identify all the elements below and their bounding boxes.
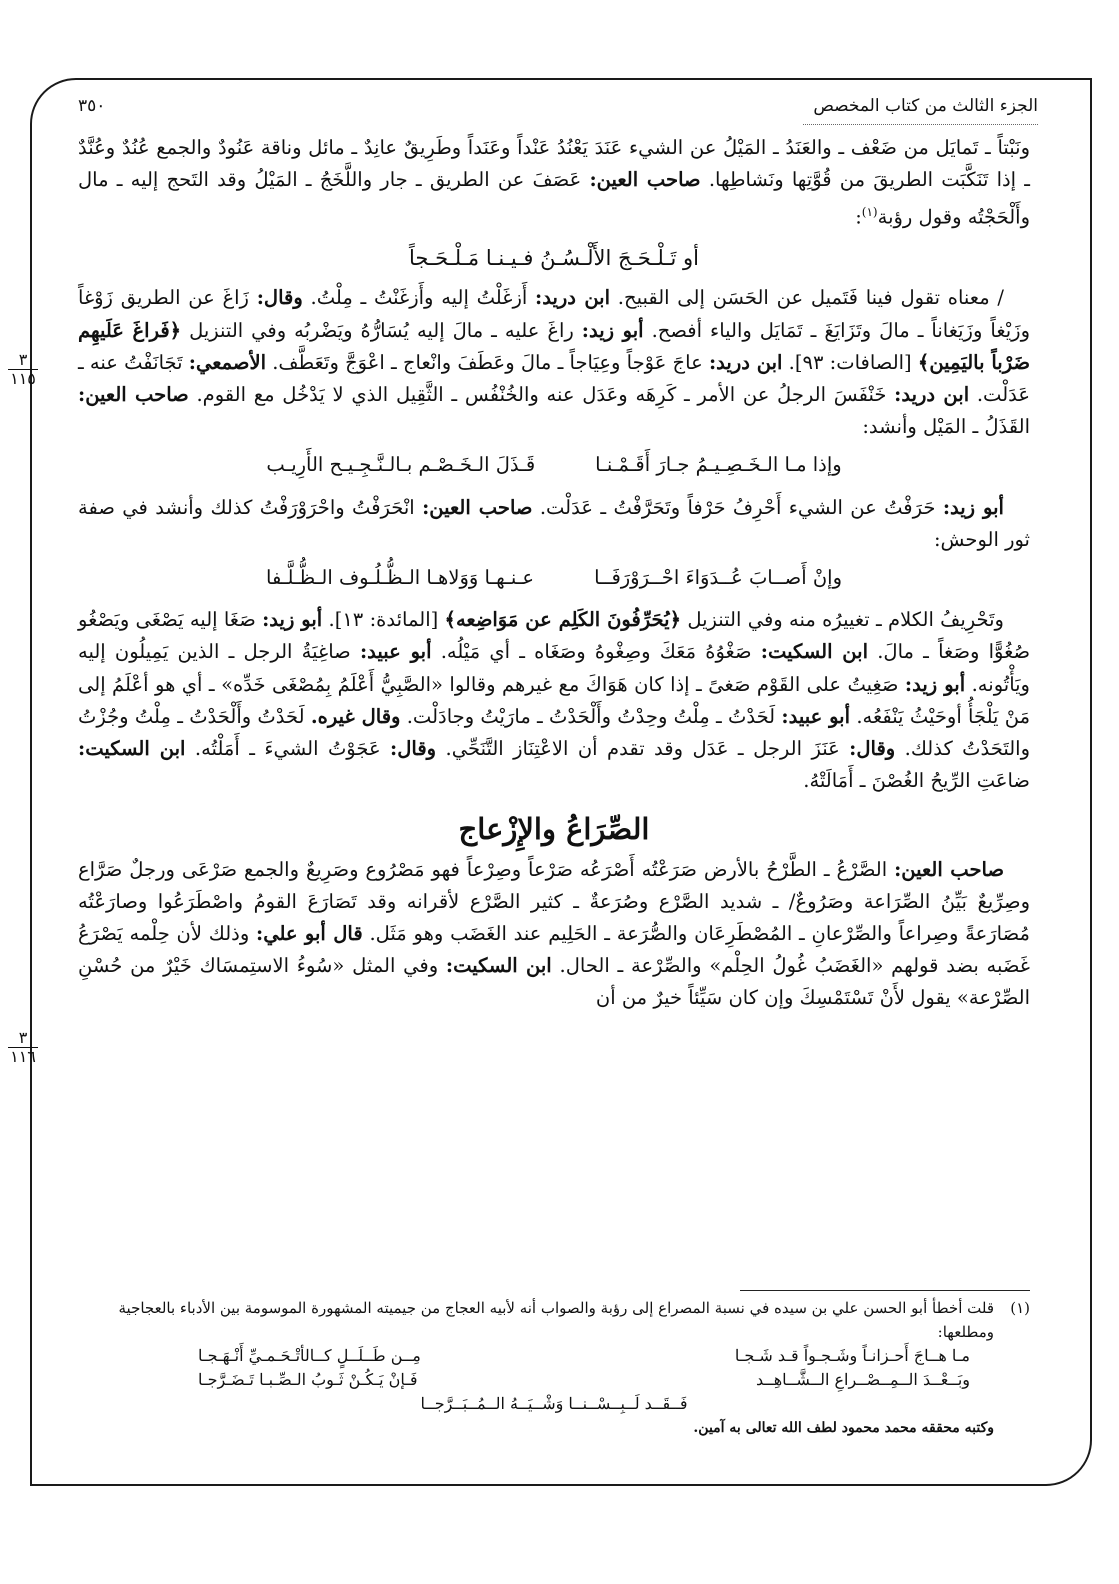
footnotes xyxy=(78,1296,1030,1440)
footnote-verse: وبَــعْــدَ الــمِــصْــراعِ الــشَّــاهِــد فَـإنْ يَـكُـنْ ثَـوبُ الـصِّـبـا تَـضَـرَّجـا xyxy=(198,1370,970,1389)
paragraph: وتَحْرِيفُ الكلام ـ تغييرُه منه وفي التنزيل ﴿يُحَرِّفُونَ الكَلِم عن مَوَاضِعه﴾ [المائدة: ١٣]. أبو زيد: صَغَا إليه يَصْغَى ويَصْغُو صُغُوًّا وصَغاً ـ مالَ. ابن السكيت: صَغْوُهُ مَعَكَ وصِغْوهُ وصَغَاه ـ أي مَيْلُه. أبو عبيد: صاغِيَةُ الرجل ـ الذين يَمِيلُون إليه ويَأْتُونه. أبو زيد: صَغِيتُ على القَوْم صَغىً ـ إذا كان هَوَاكَ مع غيرهم وقالوا «الصَّبِيُّ أَعْلَمُ بِمُصْغَى خَدِّه» ـ أي هو أعْلَمُ إلى مَنْ يَلْجَأُ أوحَيْثُ يَنْفَعُه. أبو عبيد: لَحَدْتُ ـ مِلْتُ وحِدْتُ وأَلْحَدْتُ ـ مارَيْتُ وجادَلْت. وقال غيره. لَحَدْتُ وأَلْحَدْتُ ـ مِلْتُ وجُزْتُ والتَحَدْتُ كذلك. وقال: عَنَزَ الرجل ـ عَدَل وقد تقدم أن الاعْتِنَاز التَّنَحِّي. وقال: عَجَوْتُ الشيءَ ـ أَمَلْتُه. ابن السكيت: ضاعَتِ الرِّيحُ الغُصْنَ ـ أَمَالَتْهُ. xyxy=(78,608,1031,793)
verse-couplet: وإنْ أَصــابَ عُــدَوَاءَ احْــرَوْرَفَــا عـنـهـا وَوَلاهـا الـظُّـلُـوف الـظُّـلَّـفا xyxy=(266,565,843,589)
margin-folio-ref: ٣ ١١٥ xyxy=(8,352,38,387)
editor-signature: وكتبه محققه محمد محمود لطف الله تعالى به آمين. xyxy=(693,1420,994,1436)
main-text xyxy=(78,132,1030,1015)
paragraph: ونَبْتاً ـ تَمايَل من ضَعْف ـ والعَنَدُ ـ المَيْلُ عن الشيء عَنَدَ يَعْنُدُ عَنْداً وعَنَداً وطَرِيقٌ عانِدٌ ـ مائل وناقة عَنُودٌ والجمع عُنُدٌ وعُنَّدٌ ـ إذا تَنَكَّبَت الطريقَ من قُوَّتِها ونَشاطِها. صاحب العين: عَصَفَ عن الطريق ـ جار واللَّخَجُ ـ المَيْلُ وقد التَحج إليه ـ مال وأَلْحَجْتُه وقول رؤبة$^{(١)}$: xyxy=(78,136,1031,229)
footnote-marker[interactable]: (١) xyxy=(861,205,878,220)
page-number: ٣٥٠ xyxy=(78,96,106,116)
footnote-verse: مـا هــاجَ أَحـزانـاً وشَـجـواً قـد شَـجـا مِــن طَــلَــلٍ كــالأتْـحَـمـيِّ أَنْـهَـجـا xyxy=(198,1346,970,1365)
section-heading: الصِّرَاعُ والإِزْعاج xyxy=(458,812,650,847)
paragraph: أبو زيد: حَرَفْتُ عن الشيء أَحْرِفُ حَرْفاً وتَحَرَّفْتُ ـ عَدَلْت. صاحب العين: انْحَرَفْتُ واحْرَوْرَفْتُ كذلك وأنشد في صفة ثور الوحش: xyxy=(78,495,1030,551)
paragraph: صاحب العين: الصَّرْعُ ـ الطَّرْحُ بالأرض صَرَعْتُه أَصْرَعُه صَرْعاً وصِرْعاً فهو مَصْرُوع وصَرِيعٌ والجمع صَرْعَى ورجلٌ صَرَّاع وصِرِّيعٌ بَيِّنُ الصِّرَاعة وصَرُوعٌ/ ـ شديد الصَّرْع وصُرَعةٌ ـ كثير الصَّرْع لأقرانه وقد تَصَارَعَ القومُ واصْطَرَعُوا وصارَعْتُه مُصَارَعةً وصِراعاً والصِّرْعانِ ـ المُصْطَرِعَان والصُّرَعة ـ الحَلِيم عند الغَضَب وهو مَثَل. قال أبو علي: وذلك لأن حِلْمه يَصْرَعُ غَضَبه بضد قولهم «الغَضَبُ غُولُ الحِلْم» والصِّرْعة ـ الحال. ابن السكيت: وفي المثل «سُوءُ الاستِمسَاك خَيْرٌ من حُسْنِ الصِّرْعة» يقول لأَنْ تَسْتَمْسِكَ وإن كان سَيِّئاً خيرٌ من أن xyxy=(78,857,1031,1010)
header-rule xyxy=(803,124,1038,125)
page-header xyxy=(78,94,1038,124)
quran-quote: ﴿فَراغَ عَلَيهِم ضَرْباً باليَمِين﴾ xyxy=(78,318,1031,374)
quran-quote: ﴿يُحَرِّفُونَ الكَلِم عن مَوَاضِعه﴾ xyxy=(444,608,681,632)
footnote-verse: فَــقَــد لَــبِــسْــنــا وَشْــيَــهُ الــمُــبَــرَّجــا xyxy=(420,1394,688,1413)
footnote-rule xyxy=(740,1290,1030,1291)
footnote-number: (١) xyxy=(1010,1299,1030,1317)
footnote: (١) قلت أخطأ أبو الحسن علي بن سيده في نسبة المصراع إلى رؤبة والصواب أنه لأبيه العجاج من جيميته المشهورة الموسومة بين الأدباء بالعجاجية ومطلعها: xyxy=(78,1296,1030,1344)
paragraph: / معناه تقول فينا فَتَميل عن الحَسَن إلى القبيح. ابن دريد: أَزغَلْتُ إليه وأَزغَنْتُ ـ مِلْتُ. وقال: زَاغَ عن الطريق زَوْغاً وزَيْغاً وزَيَغاناً ـ مالَ وتَزَايَغَ ـ تَمَايَل والياء أفصح. أبو زيد: راغَ عليه ـ مالَ إليه يُسَارُّهُ ويَضْربُه وفي التنزيل ﴿فَراغَ عَلَيهِم ضَرْباً باليَمِين﴾ [الصافات: ٩٣]. ابن دريد: عاجَ عَوْجاً وعِيَاجاً ـ مالَ وعَطَفَ وانْعاج ـ اعْوَجَّ وتَعَطَّف. الأصمعي: تَجَانَفْتُ عنه ـ عَدَلْت. ابن دريد: خَنْفَسَ الرجلُ عن الأمر ـ كَرِهَه وعَدَل عنه والخُنْفُس ـ الثَّقِيل الذي لا يَدْخُل مع القوم. صاحب العين: القَذَلُ ـ المَيْل وأنشد: xyxy=(78,286,1031,439)
running-title: الجزء الثالث من كتاب المخصص xyxy=(813,96,1038,116)
margin-folio-ref: ٣ ١١٦ xyxy=(8,1030,38,1065)
verse-line: أو تَـلْـحَـجَ الأَلْـسُـنُ فـيـنـا مَـلْـحَـجاً xyxy=(408,246,699,271)
verse-couplet: وإذا مـا الـخَـصِـيـمُ جـارَ أَقَـمْـنـا قَـذَلَ الـخَـصْـم بـالـنَّـجِـيـح الأَرِيـب xyxy=(266,453,842,477)
